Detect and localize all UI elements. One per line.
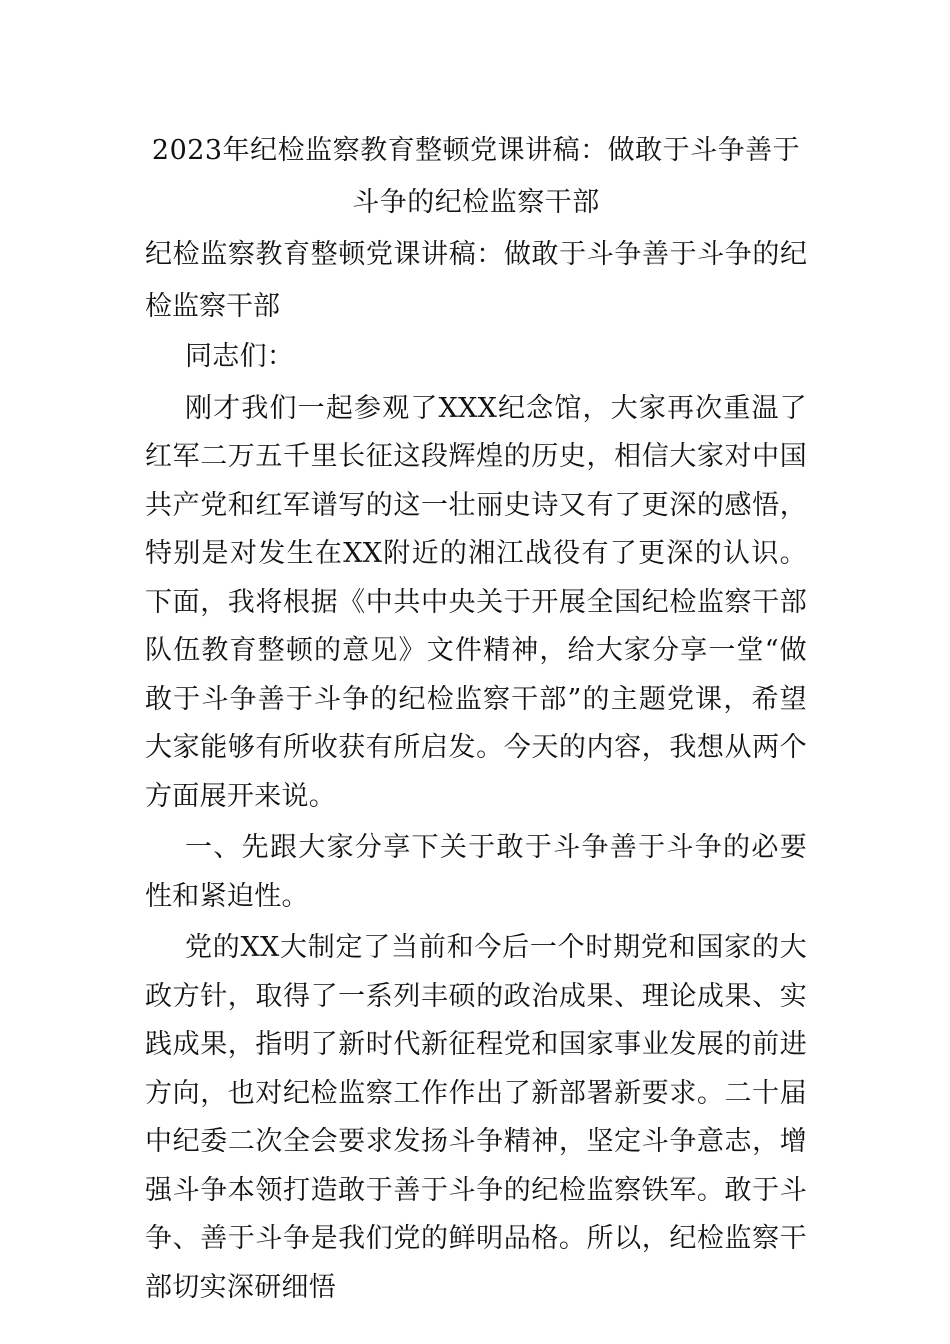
body-paragraph-2: 党的XX大制定了当前和今后一个时期党和国家的大政方针，取得了一系列丰硕的政治成果、理论成果、实践成果，指明了新时代新征程党和国家事业发展的前进方向，也对纪检监察工作作出了新部署新要求。二十届中纪委二次全会要求发扬斗争精神，坚定斗争意志，增强斗争本领打造敢于善于斗争的纪检监察铁军。敢于斗争、善于斗争是我们党的鲜明品格。所以，纪检监察干部切实深研细悟 <box>145 932 807 1303</box>
document-title: 2023年纪检监察教育整顿党课讲稿：做敢于斗争善于斗争的纪检监察干部 <box>151 135 801 218</box>
body-paragraph-1: 刚才我们一起参观了XXX纪念馆，大家再次重温了红军二万五千里长征这段辉煌的历史，相信大家对中国共产党和红军谱写的这一壮丽史诗又有了更深的感悟，特别是对发生在XX附近的湘江战役有了更深的认识。下面，我将根据《中共中央关于开展全国纪检监察干部队伍教育整顿的意见》文件精神，给大家分享一堂“做敢于斗争善于斗争的纪检监察干部”的主题党课，希望大家能够有所收获有所启发。今天的内容，我想从两个方面展开来说。 <box>145 392 807 812</box>
section-heading-1: 一、先跟大家分享下关于敢于斗争善于斗争的必要性和紧迫性。 <box>145 832 807 912</box>
salutation: 同志们： <box>185 341 295 372</box>
document-page <box>145 125 807 1312</box>
document-subtitle: 纪检监察教育整顿党课讲稿：做敢于斗争善于斗争的纪检监察干部 <box>145 239 807 322</box>
